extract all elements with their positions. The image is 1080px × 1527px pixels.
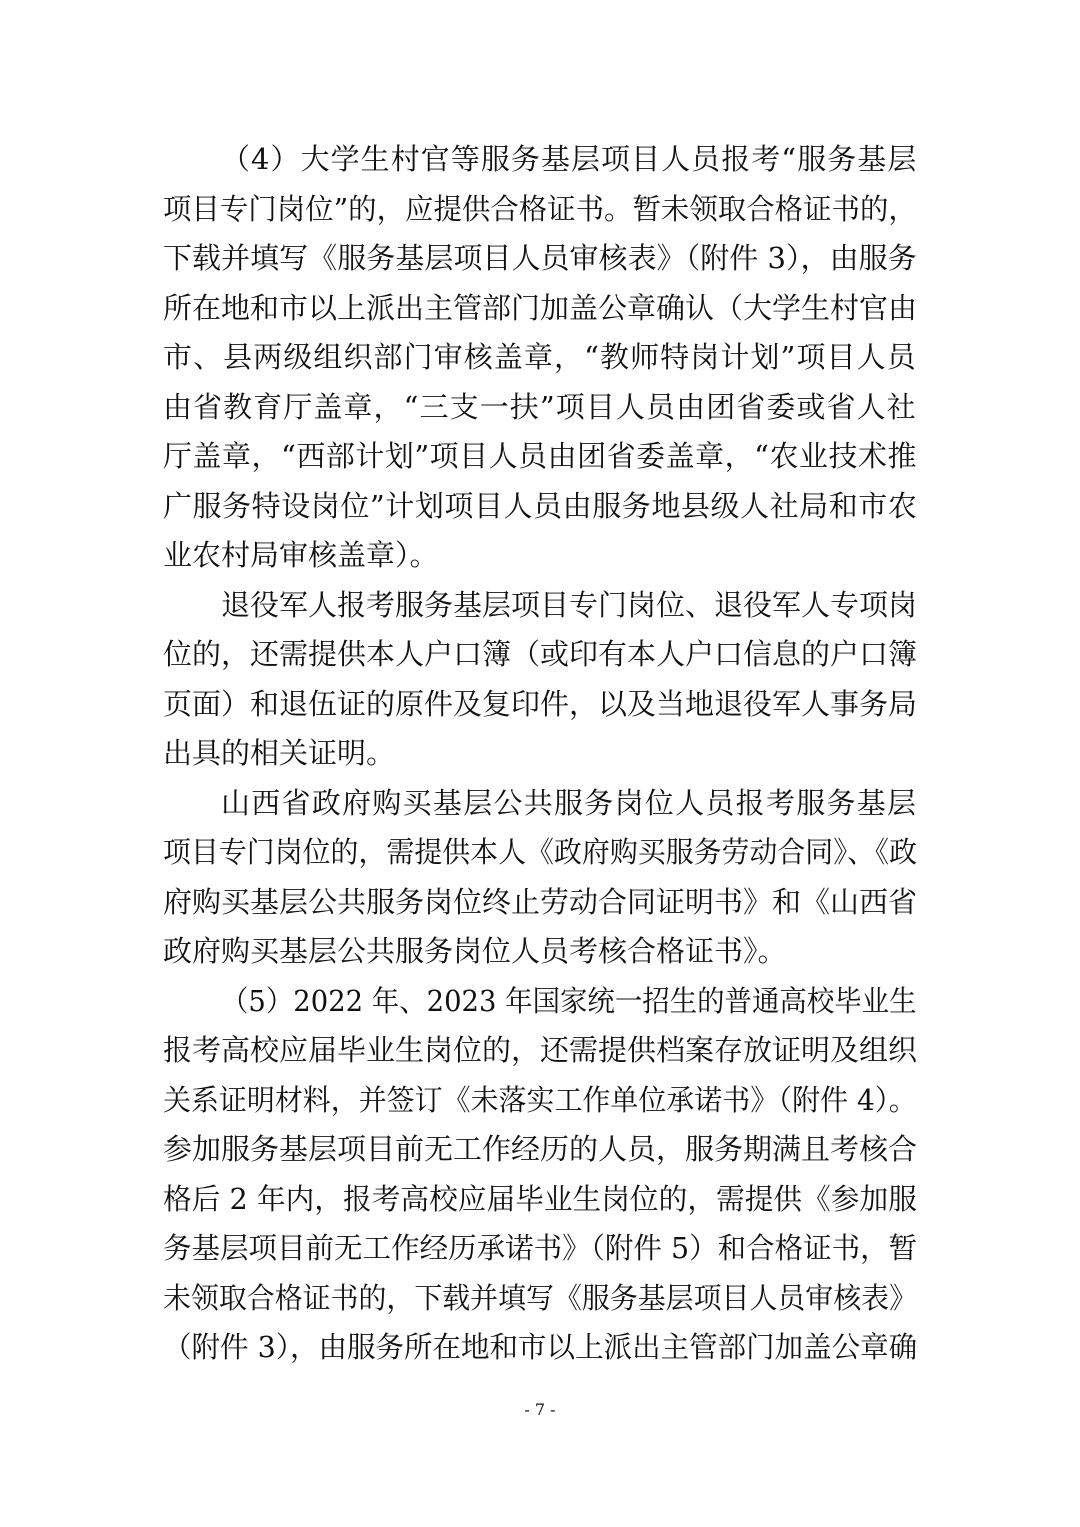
text-line: 广服务特设岗位”计划项目人员由服务地县级人社局和市农	[163, 488, 918, 523]
text-line: （4）大学生村官等服务基层项目人员报考“服务基层	[221, 142, 918, 176]
text-line: 府购买基层公共服务岗位终止劳动合同证明书》和《山西省	[163, 884, 918, 919]
text-line: 下载并填写《服务基层项目人员审核表》（附件 3），由服务	[163, 241, 917, 275]
text-line: 由省教育厅盖章，“三支一扶”项目人员由团省委或省人社	[163, 389, 917, 424]
text-line: 山西省政府购买基层公共服务岗位人员报考服务基层	[221, 785, 918, 820]
text-line: 页面）和退伍证的原件及复印件，以及当地退役军人事务局	[163, 686, 918, 721]
text-line: 项目专门岗位的，需提供本人《政府购买服务劳动合同》、《政	[163, 835, 918, 869]
text-line: 出具的相关证明。	[163, 736, 396, 770]
text-line: 务基层项目前无工作经历承诺书》（附件 5）和合格证书，暂	[163, 1231, 918, 1265]
text-line: 报考高校应届毕业生岗位的，还需提供档案存放证明及组织	[163, 1033, 918, 1067]
text-line: 厅盖章，“西部计划”项目人员由团省委盖章，“农业技术推	[163, 439, 918, 473]
text-line: （5）2022 年、2023 年国家统一招生的普通高校毕业生	[221, 983, 917, 1018]
text-line: 关系证明材料，并签订《未落实工作单位承诺书》（附件 4）。	[163, 1082, 917, 1117]
text-line: 市、县两级组织部门审核盖章，“教师特岗计划”项目人员	[163, 340, 917, 374]
text-line: 项目专门岗位”的，应提供合格证书。暂未领取合格证书的，	[163, 191, 917, 226]
text-line: 未领取合格证书的，下载并填写《服务基层项目人员审核表》	[163, 1280, 918, 1315]
text-line: （附件 3），由服务所在地和市以上派出主管部门加盖公章确	[163, 1330, 918, 1364]
text-line: 格后 2 年内，报考高校应届毕业生岗位的，需提供《参加服	[163, 1181, 917, 1216]
text-line: 参加服务基层项目前无工作经历的人员，服务期满且考核合	[163, 1132, 918, 1166]
text-line: 所在地和市以上派出主管部门加盖公章确认（大学生村官由	[163, 290, 918, 325]
text-line: 政府购买基层公共服务岗位人员考核合格证书》。	[163, 934, 787, 968]
page-number: - 7 -	[524, 1400, 556, 1419]
text-line: 退役军人报考服务基层项目专门岗位、退役军人专项岗	[221, 587, 918, 622]
text-line: 业农村局审核盖章）。	[163, 538, 439, 572]
text-line: 位的，还需提供本人户口簿（或印有本人户口信息的户口簿	[163, 637, 918, 671]
